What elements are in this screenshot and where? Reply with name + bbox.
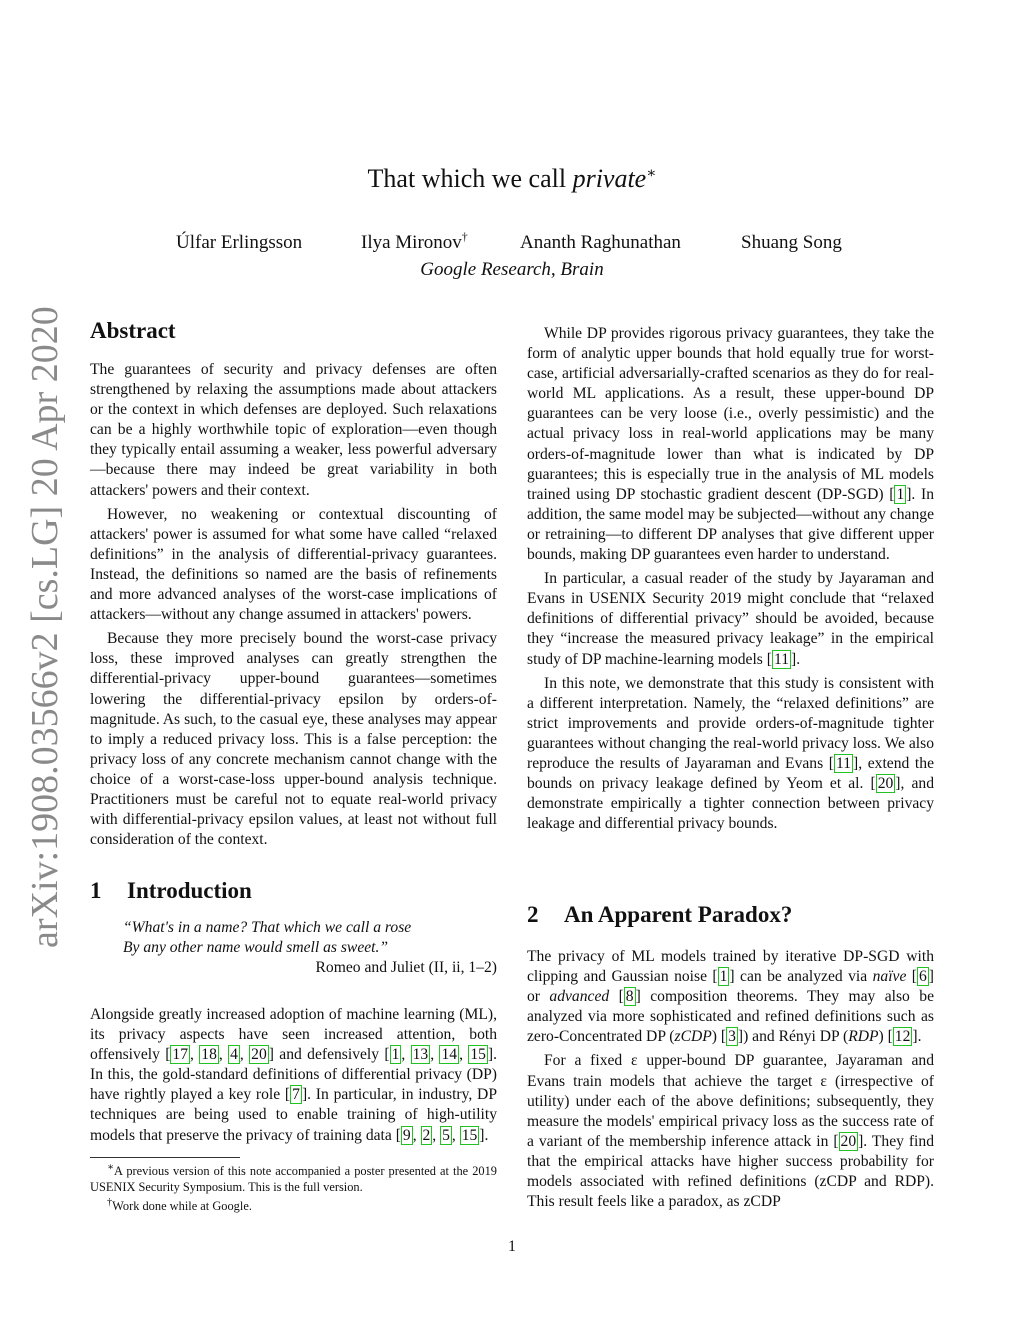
paper-title: That which we call private∗ bbox=[367, 164, 657, 193]
page-number: 1 bbox=[508, 1238, 516, 1255]
citation-link[interactable]: 18 bbox=[201, 1046, 217, 1064]
footnote: ∗A previous version of this note accompanied a poster presented at the 2019 USENIX Security Symposium. This is the full version. bbox=[90, 1162, 497, 1195]
citation-link[interactable]: 15 bbox=[461, 1126, 478, 1144]
citation-link[interactable]: 11 bbox=[836, 754, 852, 772]
epigraph-source: Romeo and Juliet (II, ii, 1–2) bbox=[315, 959, 497, 977]
citation-link[interactable]: 15 bbox=[470, 1046, 486, 1064]
citation-link[interactable]: 11 bbox=[773, 650, 789, 668]
epigraph-line: “What's in a name? That which we call a rose bbox=[123, 919, 412, 936]
title-emphasis: private bbox=[572, 164, 647, 193]
body-paragraph: The privacy of ML models trained by iterative DP-SGD with clipping and Gaussian noise [ 1 ] can be analyzed via naïve [ 6 ] or advanced [ 8 ] composition theorems. They may also be analyzed via more sophisticated and refined definitions such as zero-Concentrated DP (zCDP) [ 3 ]) and Rényi DP (RDP) [ 12 ]. bbox=[527, 948, 934, 1046]
section2-body bbox=[527, 947, 934, 1212]
citation-link[interactable]: 14 bbox=[441, 1046, 458, 1064]
citation-link[interactable]: 20 bbox=[251, 1046, 267, 1064]
citation-link[interactable]: 17 bbox=[172, 1046, 189, 1064]
citation-link[interactable]: 8 bbox=[625, 988, 634, 1006]
abstract-paragraph: However, no weakening or contextual discounting of attackers' power is assumed for what some have called “relaxed definitions” in the analysis of differential-privacy guarantees. Instead, the definitions so named are the basis of refinements and more advanced analyses of the worst-case implications of attackers—without any change assumed in attackers' powers. bbox=[90, 505, 497, 624]
body-paragraph: Alongside greatly increased adoption of machine learning (ML), its privacy aspects have seen increased attention, both offensively [ 17 , 18 , 4 , 20 ] and defensively [ 1 , 13 , 14 , 15 ]. In this, the gold-standard definitions of differential privacy (DP) have rightly played a key role [ 7 ]. In particular, in industry, DP techniques are being used to enable training of high-utility models that preserve the privacy of training data [ 9 , 2 , 5 , 15 ]. bbox=[90, 1006, 497, 1144]
section-heading-apparent-paradox: 2 An Apparent Paradox? bbox=[527, 902, 793, 927]
citation-link[interactable]: 3 bbox=[728, 1028, 736, 1046]
section-heading-introduction: 1 Introduction bbox=[90, 878, 252, 903]
citation-link[interactable]: 6 bbox=[919, 968, 927, 986]
body-paragraph: While DP provides rigorous privacy guarantees, they take the form of analytic upper bounds that hold equally true for worst-case, artificial adversarially-crafted scenarios as they do for real-world ML applications. As a result, these upper-bound DP guarantees can be very loose (i.e., overly pessimistic) and the actual privacy loss in real-world applications may be many orders-of-magnitude lower than what is indicated by DP guarantees; this is especially true in the analysis of ML models trained using DP stochastic gradient descent (DP-SGD) [ 1 ]. In addition, the same model may be subjected—without any change or retraining—to different DP analyses that give different upper bounds, making DP guarantees even harder to understand. bbox=[527, 325, 934, 564]
abstract-heading: Abstract bbox=[90, 318, 176, 343]
right-column-body bbox=[527, 324, 934, 834]
body-paragraph: In particular, a casual reader of the study by Jayaraman and Evans in USENIX Security 2019 might conclude that “relaxed definitions of differential privacy” should be avoided, because they “increase the measured privacy leakage” in the empirical study of DP machine-learning models [ 11 ]. bbox=[527, 570, 934, 668]
footnote: †Work done while at Google. bbox=[107, 1197, 252, 1214]
arxiv-identifier: arXiv:1908.03566v2 [cs.LG] 20 Apr 2020 bbox=[24, 306, 66, 948]
citation-link[interactable]: 5 bbox=[442, 1126, 450, 1144]
author-name: Ilya Mironov† bbox=[361, 229, 468, 253]
citation-link[interactable]: 2 bbox=[422, 1126, 431, 1144]
citation-link[interactable]: 20 bbox=[840, 1132, 857, 1150]
citation-link[interactable]: 7 bbox=[292, 1086, 300, 1104]
epigraph bbox=[123, 918, 497, 978]
author-footnote-mark: † bbox=[461, 229, 468, 244]
citation-link[interactable]: 1 bbox=[391, 1046, 400, 1064]
citation-link[interactable]: 9 bbox=[402, 1126, 411, 1144]
epigraph-line: By any other name would smell as sweet.” bbox=[123, 939, 389, 957]
title-footnote-mark: ∗ bbox=[646, 165, 657, 182]
citation-link[interactable]: 20 bbox=[877, 775, 894, 793]
abstract-paragraph: The guarantees of security and privacy defenses are often strengthened by relaxing the assumptions made about attackers or the context in which defenses are deployed. Such relaxations can be a highly worthwhile topic of exploration—even though they typically entail assuming a weaker, less powerful adversary—because there may indeed be great variability in both attackers' powers and their context. bbox=[90, 361, 497, 499]
citation-link[interactable]: 4 bbox=[230, 1046, 238, 1064]
citation-link[interactable]: 12 bbox=[894, 1028, 911, 1046]
introduction-body bbox=[90, 1005, 497, 1146]
author-name: Shuang Song bbox=[741, 232, 842, 253]
citation-link[interactable]: 13 bbox=[412, 1046, 429, 1064]
affiliation: Google Research, Brain bbox=[420, 259, 604, 280]
citation-link[interactable]: 1 bbox=[896, 485, 905, 503]
citation-link[interactable]: 1 bbox=[719, 968, 728, 986]
author-name: Úlfar Erlingsson bbox=[176, 232, 303, 253]
author-name: Ananth Raghunathan bbox=[520, 232, 681, 253]
footnote-rule bbox=[90, 1157, 240, 1158]
abstract-paragraph: Because they more precisely bound the worst-case privacy loss, these improved analyses can greatly strengthen the differential-privacy upper-bound guarantees—sometimes lowering the differential-privacy epsilon by orders-of-magnitude. As such, to the casual eye, these analyses may appear to imply a reduced privacy loss. This is a false perception: the privacy loss of any concrete mechanism cannot change with the choice of a worst-case-loss upper-bound analysis technique. Practitioners must be careful not to equate real-world privacy with differential-privacy epsilon values, at least not without full consideration of the context. bbox=[90, 630, 497, 849]
abstract-body bbox=[90, 360, 497, 850]
body-paragraph: In this note, we demonstrate that this study is consistent with a different interpretation. Namely, the “relaxed definitions” are strict improvements and provide orders-of-magnitude tighter guarantees without changing the real-world privacy loss. We also reproduce the results of Jayaraman and Evans [ 11 ], extend the bounds on privacy leakage defined by Yeom et al. [ 20 ], and demonstrate empirically a tighter connection between privacy leakage and differential privacy bounds. bbox=[527, 674, 934, 833]
body-paragraph: For a fixed ε upper-bound DP guarantee, Jayaraman and Evans train models that achieve the target ε (irrespective of utility) under each of the above definitions; subsequently, they measure the models' empirical privacy loss as the success rate of a variant of the membership inference attack in [ 20 ]. They find that the empirical attacks have higher success probability for models associated with refined definitions (zCDP and RDP). This result feels like a paradox, as zCDP bbox=[527, 1052, 934, 1211]
footnotes bbox=[90, 1160, 497, 1214]
